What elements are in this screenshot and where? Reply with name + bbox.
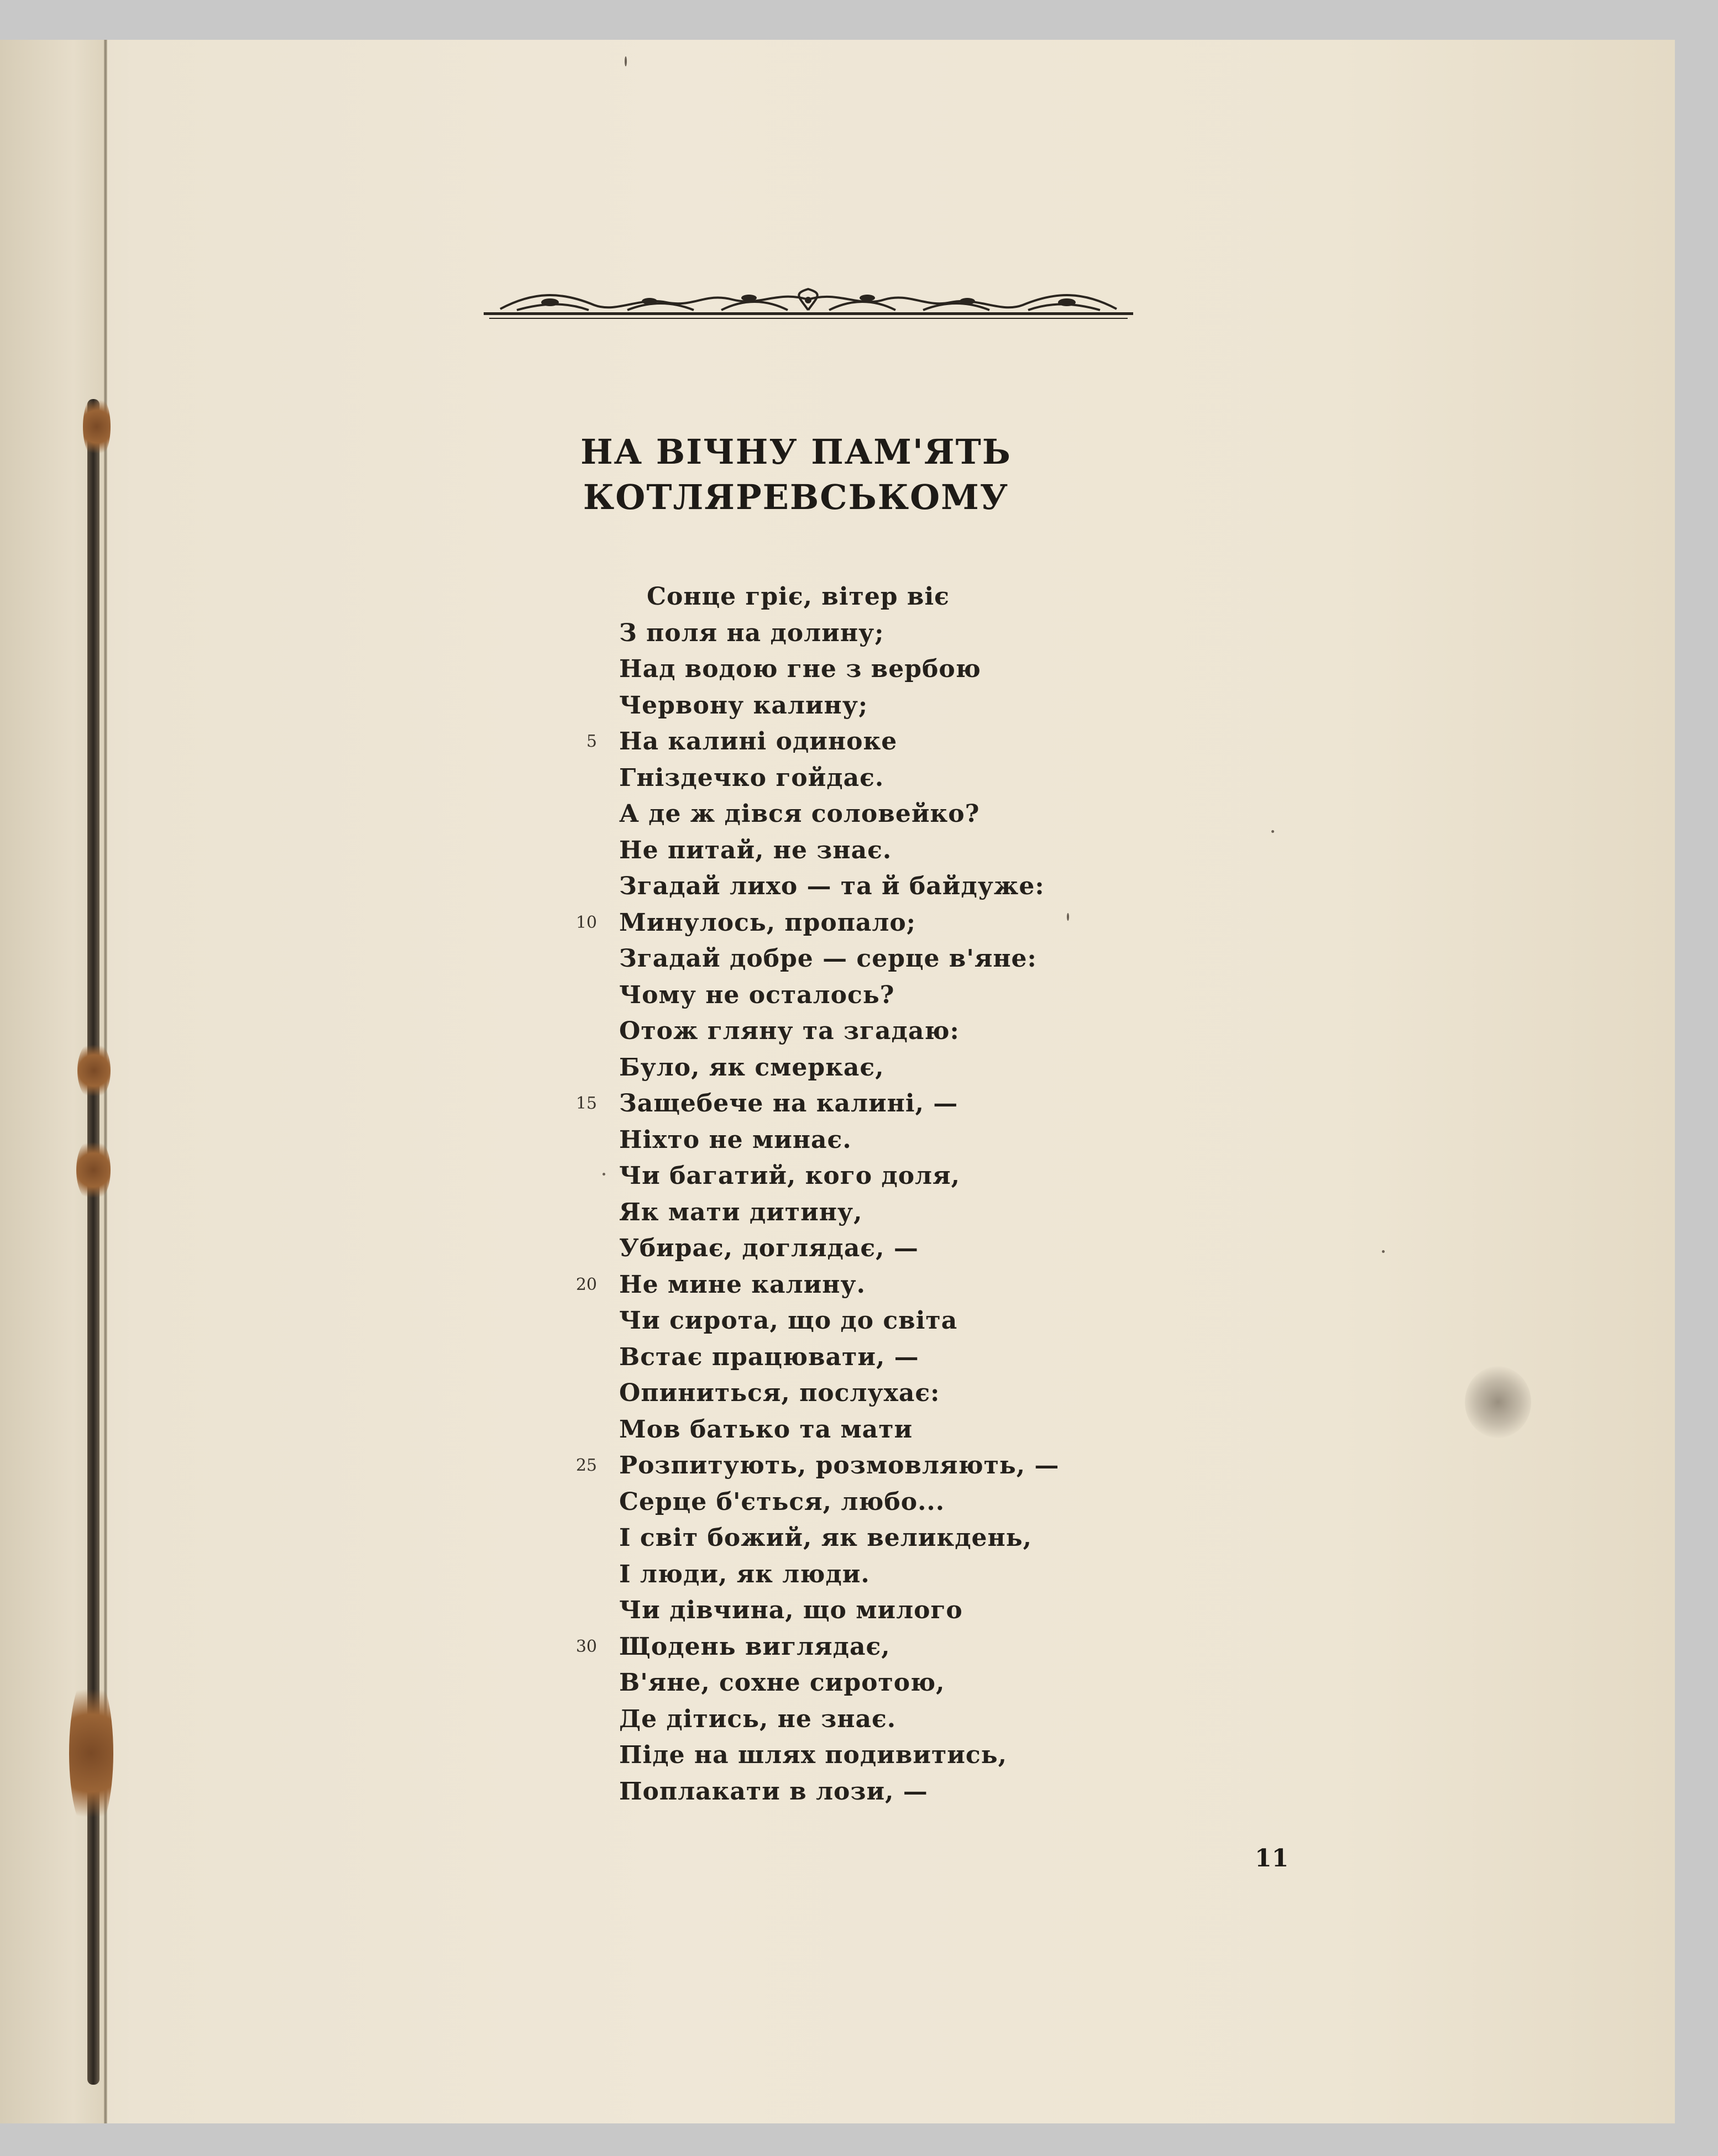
poem-line bbox=[619, 1484, 1172, 1520]
line-number: 15 bbox=[575, 1094, 597, 1113]
poem-line bbox=[619, 1230, 1172, 1267]
line-number: 20 bbox=[575, 1274, 597, 1294]
line-text: Мов батько та мати bbox=[619, 1415, 913, 1444]
line-text: Чи сирота, що до світа bbox=[619, 1307, 958, 1335]
line-text: Серце б'ється, любо... bbox=[619, 1487, 945, 1516]
poem-line bbox=[575, 1085, 1172, 1122]
poem-line bbox=[575, 1629, 1172, 1665]
line-text: Було, як смеркає, bbox=[619, 1053, 884, 1082]
line-text: Щодень виглядає, bbox=[619, 1632, 891, 1661]
poem-line bbox=[619, 651, 1172, 688]
line-text: Минулось, пропало; bbox=[619, 908, 916, 937]
rust-stain bbox=[83, 394, 111, 460]
poem-line bbox=[575, 1447, 1172, 1484]
poem-line bbox=[619, 796, 1172, 832]
speck bbox=[603, 1173, 605, 1176]
line-text: Ніхто не минає. bbox=[619, 1125, 852, 1154]
ornamental-divider bbox=[484, 286, 1133, 324]
line-text: Защебече на калині, — bbox=[619, 1089, 958, 1118]
line-text: Червону калину; bbox=[619, 691, 868, 720]
poem-body bbox=[575, 579, 1172, 1809]
poem-line bbox=[619, 832, 1172, 869]
line-number: 10 bbox=[575, 912, 597, 932]
line-text: Не мине калину. bbox=[619, 1270, 866, 1299]
rust-stain bbox=[69, 1670, 113, 1836]
line-text: Піде на шлях подивитись, bbox=[619, 1741, 1007, 1769]
line-text: Чи багатий, кого доля, bbox=[619, 1162, 960, 1190]
poem-line bbox=[619, 1774, 1172, 1810]
speck bbox=[1382, 1250, 1385, 1253]
poem-line bbox=[619, 977, 1172, 1014]
line-text: Встає працювати, — bbox=[619, 1342, 919, 1371]
rust-stain bbox=[76, 1137, 111, 1203]
poem-line bbox=[619, 1158, 1172, 1194]
line-text: Над водою гне з вербою bbox=[619, 655, 981, 683]
poem-line bbox=[619, 868, 1172, 905]
poem-line bbox=[619, 1013, 1172, 1050]
poem-line bbox=[619, 1737, 1172, 1774]
page-stain bbox=[1465, 1366, 1531, 1438]
line-text: Чому не осталось? bbox=[619, 980, 895, 1009]
line-text: Сонце гріє, вітер віє bbox=[647, 583, 950, 611]
poem-line bbox=[619, 688, 1172, 724]
poem-line bbox=[619, 1339, 1172, 1376]
line-text: Згадай лихо — та й байдуже: bbox=[619, 872, 1045, 900]
line-number: 25 bbox=[575, 1456, 597, 1475]
line-text: На калині одиноке bbox=[619, 727, 898, 756]
line-text: Отож гляну та згадаю: bbox=[619, 1017, 960, 1045]
line-text: Гніздечко гойдає. bbox=[619, 763, 884, 792]
title-line: НА ВІЧНУ ПАМ'ЯТЬ bbox=[580, 432, 1012, 472]
poem-line bbox=[619, 760, 1172, 796]
speck bbox=[625, 56, 627, 66]
poem-line bbox=[619, 1520, 1172, 1556]
page-number: 11 bbox=[1255, 1844, 1289, 1872]
poem-line bbox=[575, 1267, 1172, 1303]
line-text: З поля на долину; bbox=[619, 618, 884, 647]
poem-title bbox=[553, 429, 1039, 520]
line-text: Де дітись, не знає. bbox=[619, 1704, 897, 1733]
poem-line bbox=[619, 1122, 1172, 1158]
poem-line bbox=[619, 1050, 1172, 1086]
line-text: Поплакати в лози, — bbox=[619, 1777, 928, 1806]
poem-line bbox=[619, 615, 1172, 652]
line-number: 30 bbox=[575, 1636, 597, 1656]
line-text: Згадай добре — серце в'яне: bbox=[619, 945, 1037, 973]
line-number: 5 bbox=[586, 732, 597, 751]
poem-line bbox=[619, 1701, 1172, 1738]
line-text: Чи дівчина, що милого bbox=[619, 1596, 963, 1624]
line-text: В'яне, сохне сиротою, bbox=[619, 1669, 945, 1697]
book-page bbox=[0, 40, 1675, 2123]
line-text: І люди, як люди. bbox=[619, 1560, 870, 1588]
poem-line bbox=[619, 1194, 1172, 1231]
poem-line bbox=[619, 1665, 1172, 1701]
poem-line bbox=[586, 723, 1172, 760]
line-text: І світ божий, як великдень, bbox=[619, 1524, 1032, 1552]
line-text: А де ж дівся соловейко? bbox=[619, 800, 980, 828]
line-text: Убирає, доглядає, — bbox=[619, 1234, 919, 1262]
poem-line bbox=[619, 1303, 1172, 1339]
rust-stain bbox=[77, 1040, 111, 1101]
poem-line bbox=[619, 1375, 1172, 1412]
title-line: КОТЛЯРЕВСЬКОМУ bbox=[583, 477, 1009, 517]
poem-line bbox=[619, 1592, 1172, 1629]
poem-line bbox=[619, 579, 1172, 615]
line-text: Як мати дитину, bbox=[619, 1198, 863, 1226]
line-text: Розпитують, розмовляють, — bbox=[619, 1451, 1060, 1480]
poem-line bbox=[619, 1412, 1172, 1448]
line-text: Опиниться, послухає: bbox=[619, 1379, 940, 1407]
speck bbox=[1271, 830, 1274, 833]
poem-line bbox=[619, 941, 1172, 977]
poem-line bbox=[575, 905, 1172, 941]
poem-line bbox=[619, 1556, 1172, 1593]
line-text: Не питай, не знає. bbox=[619, 836, 892, 864]
